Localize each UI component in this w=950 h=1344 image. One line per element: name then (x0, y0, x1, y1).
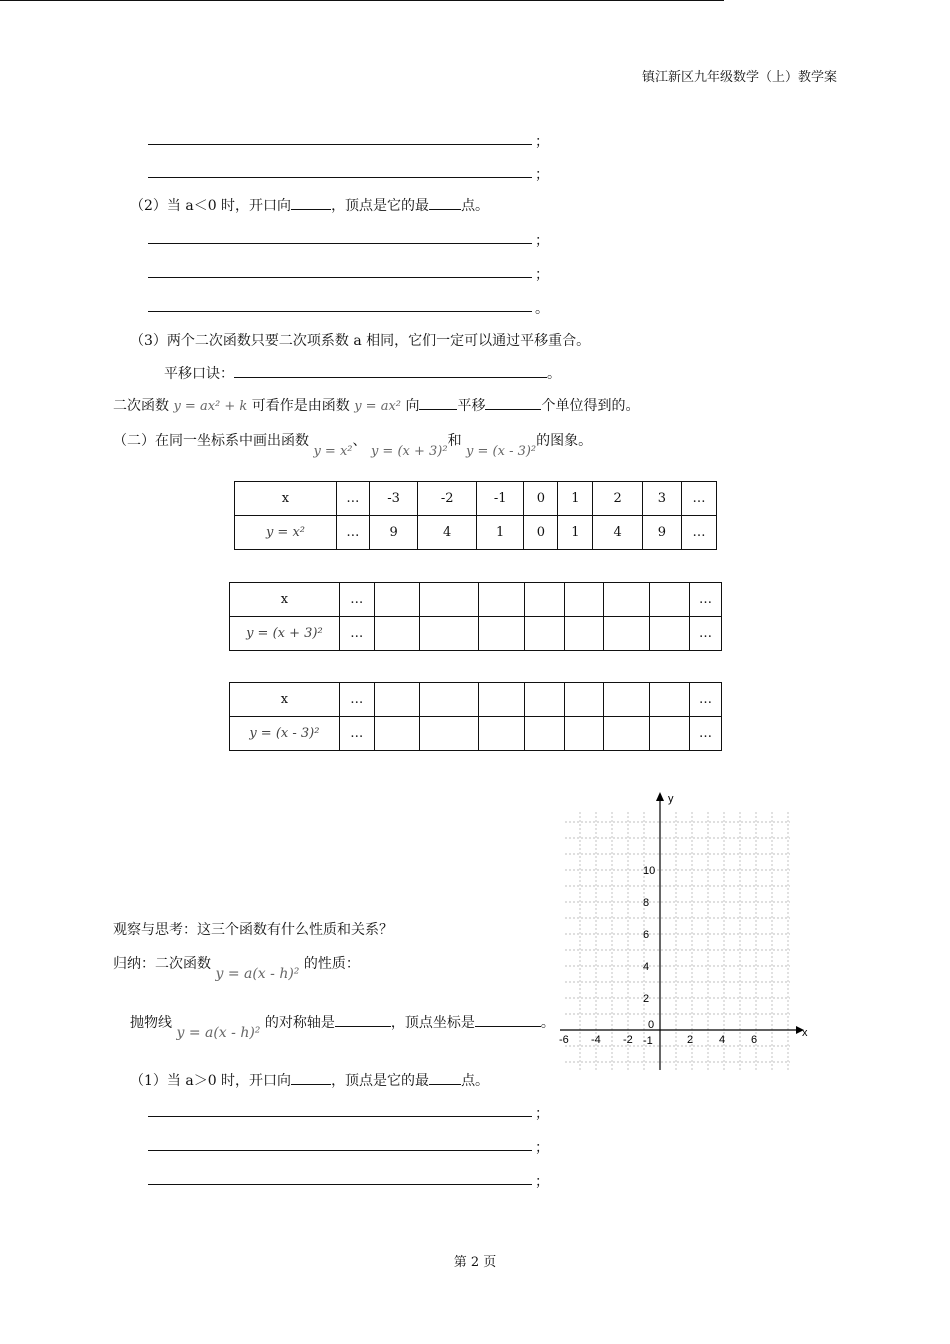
line-punct: ； (535, 134, 549, 150)
table-cell: … (339, 583, 374, 617)
table-cell: … (689, 683, 721, 717)
table-input-cell[interactable] (374, 683, 419, 717)
y-axis-label: y (668, 793, 674, 805)
x-tick-label: 2 (687, 1034, 694, 1046)
table-input-cell[interactable] (525, 717, 565, 751)
table-cell: y = (x - 3)² (230, 717, 340, 751)
table-input-cell[interactable] (565, 717, 604, 751)
x-tick-label: -6 (559, 1034, 569, 1046)
translate-sentence: 二次函数 y = ax² + k 可看作是由函数 y = ax² 向 平移 个单位得到的。 (113, 395, 639, 415)
answer-line[interactable] (148, 277, 532, 278)
table-cell: 9 (642, 516, 681, 550)
blank-field[interactable] (291, 195, 331, 210)
table-input-cell[interactable] (419, 617, 479, 651)
value-table-x-plus-3 (229, 582, 722, 651)
table-row (230, 683, 722, 717)
line-punct: ； (535, 233, 549, 249)
table-input-cell[interactable] (650, 583, 690, 617)
table-cell: 1 (558, 516, 593, 550)
blank-field[interactable] (485, 395, 541, 410)
page-header-title: 镇江新区九年级数学（上）教学案 (641, 70, 837, 85)
table-row (235, 482, 717, 516)
line-punct: 。 (535, 301, 549, 317)
answer-line[interactable] (148, 1116, 532, 1117)
table-input-cell[interactable] (650, 683, 690, 717)
line-punct: ； (535, 267, 549, 283)
line-punct: ； (535, 1174, 549, 1190)
axes (560, 792, 804, 1070)
table-input-cell[interactable] (419, 583, 479, 617)
y-tick-label: 6 (643, 929, 650, 941)
value-table-x-squared (234, 481, 717, 550)
coordinate-grid[interactable] (545, 780, 808, 1080)
blank-field[interactable] (419, 395, 457, 410)
blank-field[interactable] (475, 1012, 541, 1027)
answer-line[interactable] (148, 177, 532, 178)
table-input-cell[interactable] (419, 683, 479, 717)
table-input-cell[interactable] (374, 717, 419, 751)
part2-text: （二）在同一坐标系中画出函数 y = x²、 y = (x + 3)²和 y = (x - 3)²的图象。 (113, 433, 593, 459)
x-axis-label: x (802, 1027, 808, 1039)
y-tick-label: 10 (643, 865, 656, 877)
observe-question: 观察与思考：这三个函数有什么性质和关系？ (113, 922, 393, 938)
summary-line: 归纳：二次函数 y = a(x - h)² 的性质： (113, 956, 360, 982)
table-cell: -3 (369, 482, 417, 516)
table-cell: … (339, 617, 374, 651)
table-cell: … (689, 617, 721, 651)
x-tick-label: -4 (591, 1034, 601, 1046)
table-input-cell[interactable] (419, 717, 479, 751)
origin-label: 0 (648, 1019, 655, 1031)
answer-line[interactable] (148, 144, 532, 145)
table-input-cell[interactable] (650, 717, 690, 751)
table-cell: … (339, 683, 374, 717)
table-cell: x (230, 583, 340, 617)
x-tick-label: 4 (719, 1034, 726, 1046)
table-cell: y = x² (235, 516, 337, 550)
table-cell: … (336, 482, 369, 516)
table-cell: 4 (418, 516, 477, 550)
line-punct: ； (535, 1140, 549, 1156)
table-input-cell[interactable] (604, 683, 650, 717)
blank-field[interactable] (335, 1012, 391, 1027)
x-tick-label: 6 (751, 1034, 758, 1046)
table-input-cell[interactable] (479, 583, 525, 617)
table-cell: 1 (558, 482, 593, 516)
table-cell: … (681, 482, 716, 516)
table-cell: -1 (477, 482, 524, 516)
table-cell: … (689, 583, 721, 617)
table-row (235, 516, 717, 550)
table-cell: x (235, 482, 337, 516)
table-input-cell[interactable] (374, 617, 419, 651)
table-cell: 3 (642, 482, 681, 516)
mnemonic-row: 平移口诀： 。 (164, 363, 561, 383)
line-punct: ； (535, 1106, 549, 1122)
parabola-line: 抛物线 y = a(x - h)² 的对称轴是 ，顶点坐标是 。 (130, 1012, 555, 1032)
y-tick-label: 4 (643, 961, 650, 973)
table-cell: 9 (369, 516, 417, 550)
table-cell: 2 (593, 482, 642, 516)
table-cell: x (230, 683, 340, 717)
y-tick-label: 8 (643, 897, 650, 909)
item1-text: （1）当 a＞0 时，开口向 ，顶点是它的最 点。 (130, 1070, 489, 1090)
table-input-cell[interactable] (525, 683, 565, 717)
mnemonic-blank[interactable] (234, 363, 547, 378)
x-tick-label: -2 (623, 1034, 633, 1046)
table-cell: … (339, 717, 374, 751)
table-row (230, 717, 722, 751)
table-input-cell[interactable] (525, 583, 565, 617)
page-number: 第 2 页 (453, 1255, 497, 1270)
table-input-cell[interactable] (374, 583, 419, 617)
item3-text: （3）两个二次函数只要二次项系数 a 相同，它们一定可以通过平移重合。 (130, 333, 591, 349)
blank-field[interactable] (429, 1070, 461, 1085)
blank-field[interactable] (429, 195, 461, 210)
header-rule (0, 0, 724, 1)
answer-line[interactable] (148, 1150, 532, 1151)
table-cell: 1 (477, 516, 524, 550)
answer-line[interactable] (148, 311, 532, 312)
value-table-x-minus-3 (229, 682, 722, 751)
table-input-cell[interactable] (604, 617, 650, 651)
table-input-cell[interactable] (525, 617, 565, 651)
table-row (230, 617, 722, 651)
y-tick-label: -1 (643, 1035, 653, 1047)
table-input-cell[interactable] (479, 617, 525, 651)
y-tick-label: 2 (643, 993, 650, 1005)
table-input-cell[interactable] (479, 683, 525, 717)
y-axis-arrow-icon (656, 792, 664, 801)
grid-lines (565, 812, 790, 1070)
table-input-cell[interactable] (565, 583, 604, 617)
table-input-cell[interactable] (650, 617, 690, 651)
table-row (230, 583, 722, 617)
table-cell: -2 (418, 482, 477, 516)
answer-line[interactable] (148, 1184, 532, 1185)
table-input-cell[interactable] (565, 683, 604, 717)
item2-text: （2）当 a＜0 时，开口向 ，顶点是它的最 点。 (130, 195, 489, 215)
table-cell: … (336, 516, 369, 550)
table-cell: … (689, 717, 721, 751)
table-cell: 0 (524, 482, 558, 516)
line-punct: ； (535, 167, 549, 183)
table-cell: … (681, 516, 716, 550)
table-input-cell[interactable] (565, 617, 604, 651)
table-input-cell[interactable] (479, 717, 525, 751)
table-cell: 4 (593, 516, 642, 550)
table-input-cell[interactable] (604, 583, 650, 617)
table-cell: 0 (524, 516, 558, 550)
table-cell: y = (x + 3)² (230, 617, 340, 651)
table-input-cell[interactable] (604, 717, 650, 751)
answer-line[interactable] (148, 243, 532, 244)
blank-field[interactable] (291, 1070, 331, 1085)
